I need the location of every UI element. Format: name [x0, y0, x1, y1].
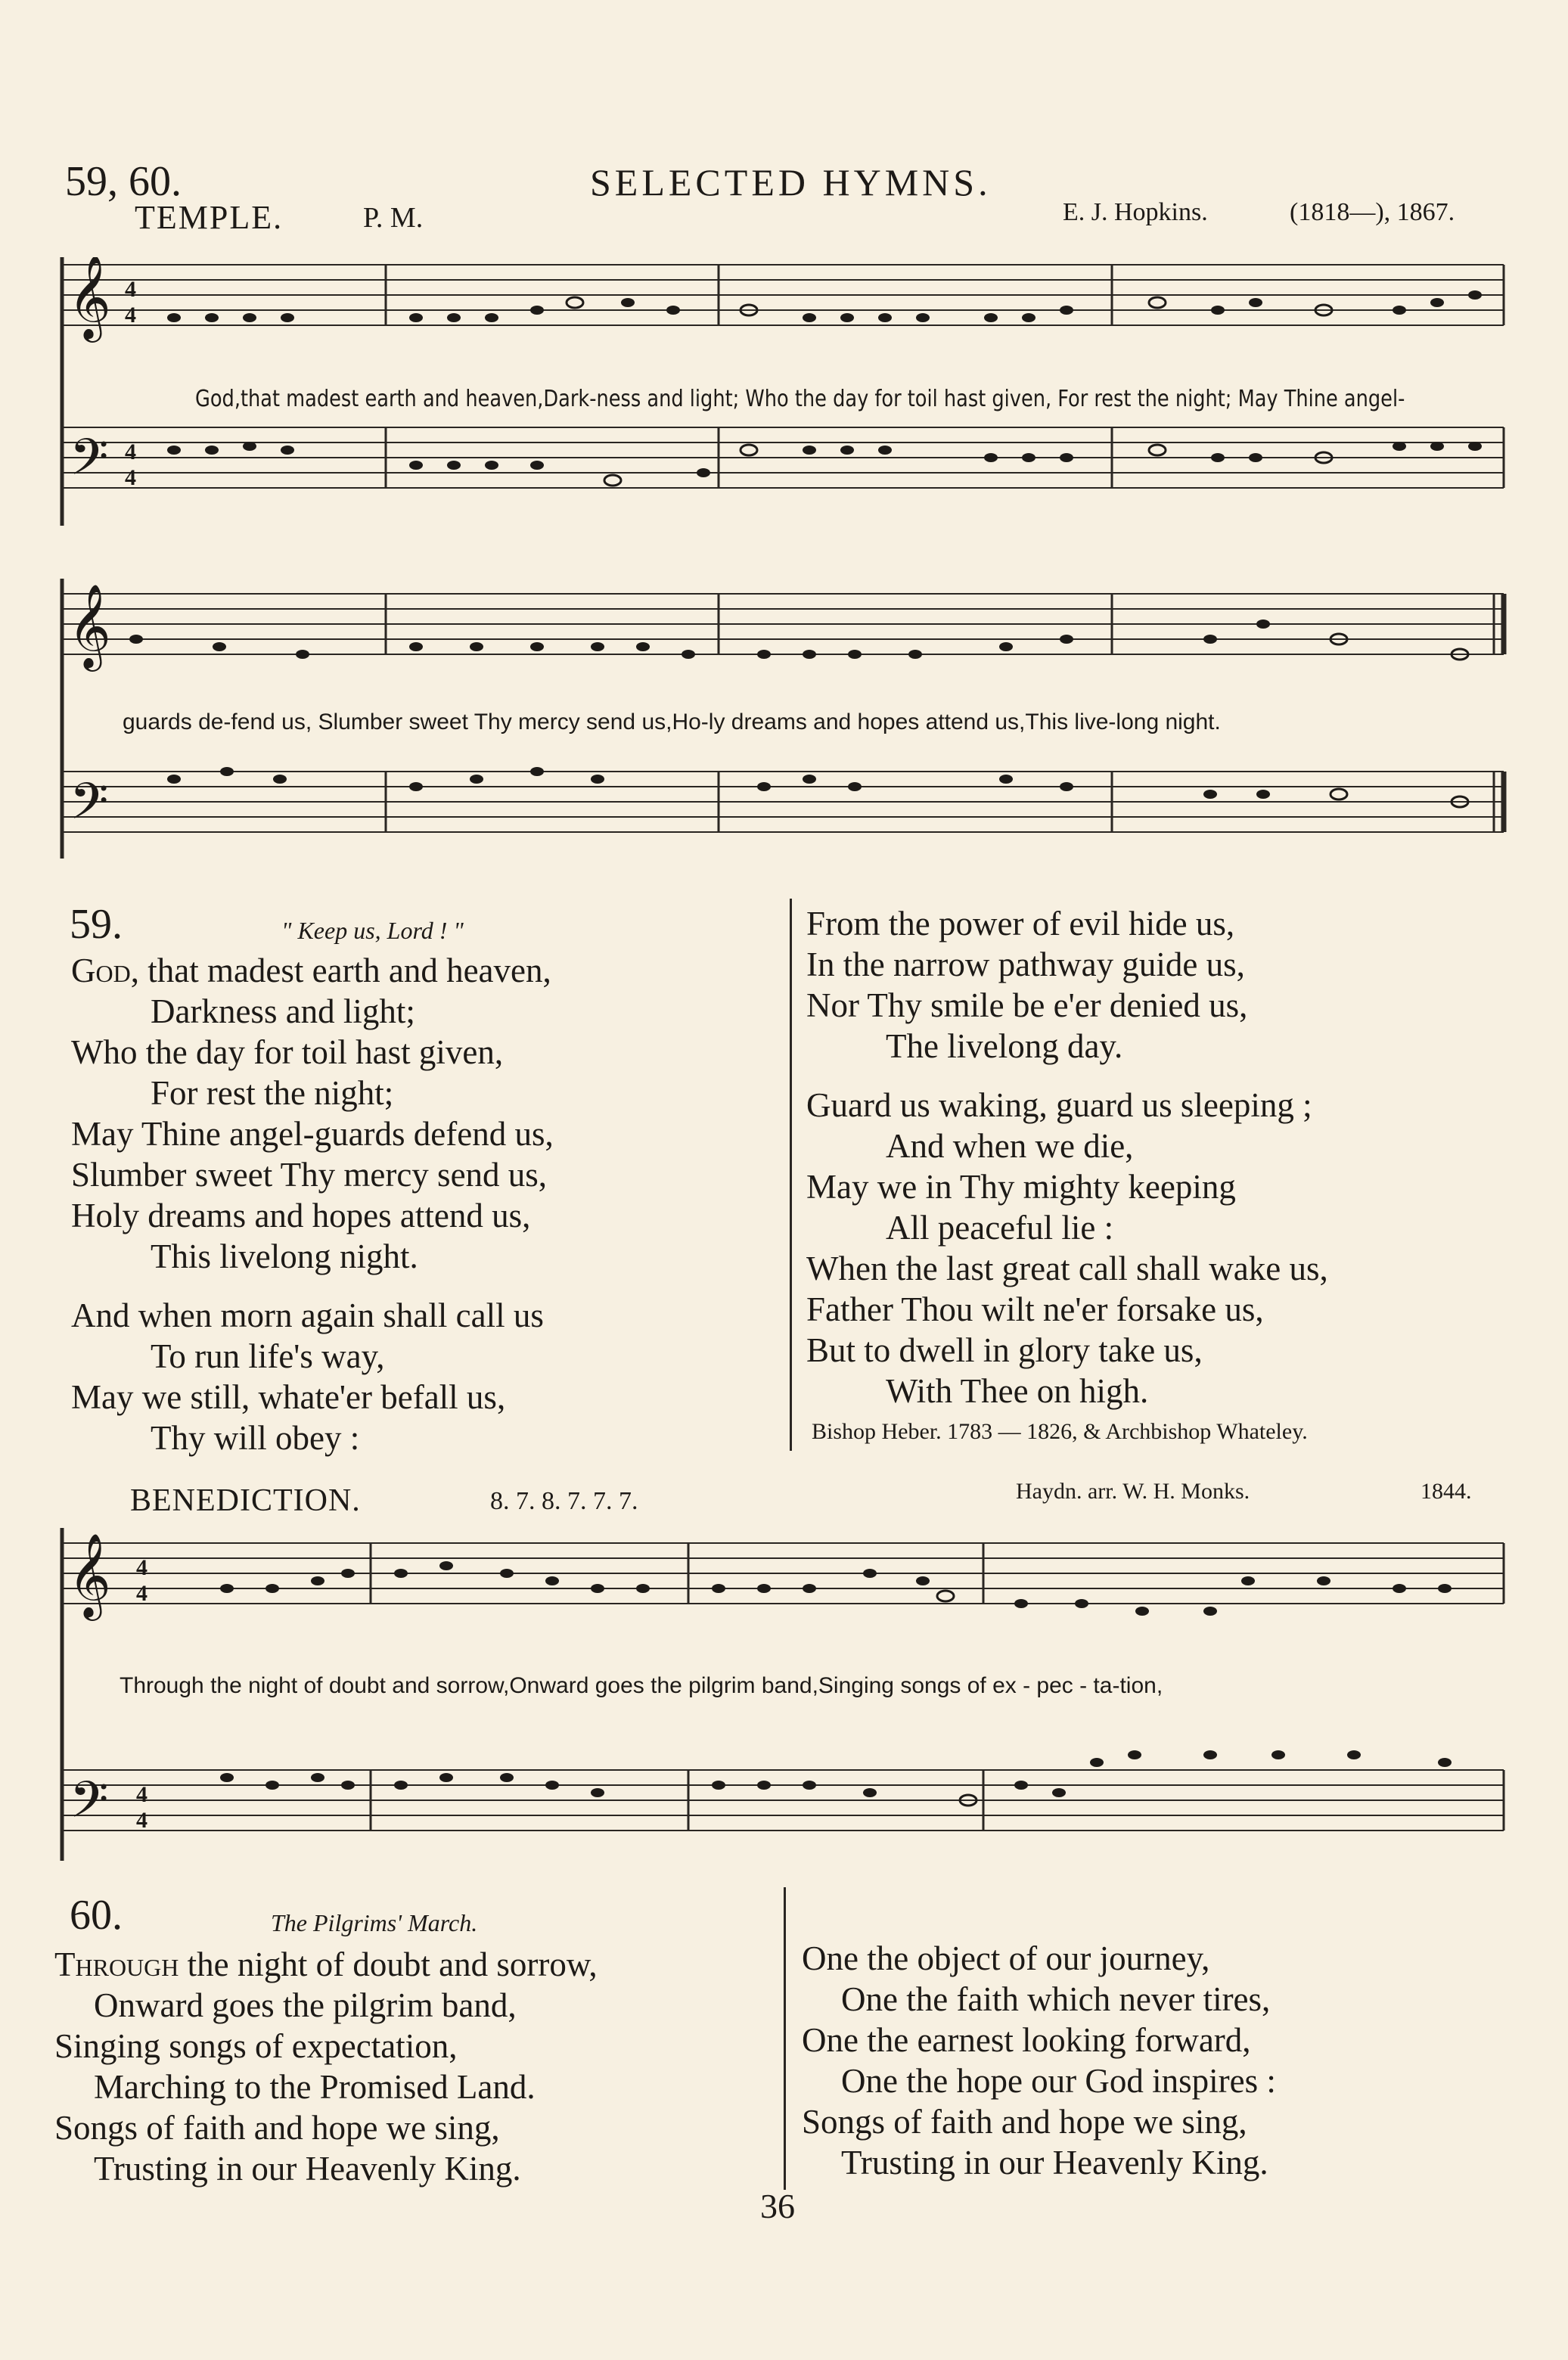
tune-name-benediction: BENEDICTION.: [130, 1483, 361, 1518]
verse-line: May we still, whate'er befall us,: [71, 1378, 506, 1416]
svg-text:𝄞: 𝄞: [68, 257, 111, 337]
hymn-number-60: 60.: [70, 1892, 123, 1939]
verse-block-59-right: [806, 903, 1328, 1411]
verse-line: One the earnest looking forward,: [802, 2021, 1251, 2059]
attribution-59: Bishop Heber. 1783 — 1826, & Archbishop Whateley.: [812, 1419, 1308, 1444]
verse-line: From the power of evil hide us,: [806, 905, 1235, 942]
verse-line: With Thee on high.: [886, 1372, 1149, 1410]
music-system-benediction: [53, 1528, 1513, 1883]
meter-benediction: 8. 7. 8. 7. 7. 7.: [490, 1487, 638, 1515]
verse-block-60-right: [802, 1938, 1276, 2183]
verse-line: May we in Thy mighty keeping: [806, 1168, 1236, 1206]
verse-line: All peaceful lie :: [886, 1209, 1114, 1247]
verse-line: For rest the night;: [151, 1074, 394, 1112]
verse-line: Who the day for toil hast given,: [71, 1033, 504, 1071]
stanza-break: [806, 1067, 1328, 1085]
verse-line: Holy dreams and hopes attend us,: [71, 1197, 531, 1234]
verse-line: And when morn again shall call us: [71, 1296, 544, 1334]
subtitle-59: " Keep us, Lord ! ": [281, 917, 464, 944]
verse-line: One the faith which never tires,: [841, 1980, 1271, 2018]
svg-text:𝄞: 𝄞: [68, 585, 111, 666]
verse-line: Father Thou wilt ne'er forsake us,: [806, 1290, 1264, 1328]
running-title: SELECTED HYMNS.: [590, 161, 992, 203]
tune-name-temple: TEMPLE.: [135, 199, 284, 236]
verse-line: And when we die,: [886, 1127, 1134, 1165]
svg-text:4: 4: [136, 1555, 147, 1580]
composer-temple: E. J. Hopkins.: [1063, 198, 1208, 226]
first-word-59: God,: [71, 952, 139, 989]
verse-line: To run life's way,: [151, 1337, 385, 1375]
verse-line: Nor Thy smile be e'er denied us,: [806, 986, 1248, 1024]
verse-line: When the last great call shall wake us,: [806, 1250, 1328, 1287]
verse-line: In the narrow pathway guide us,: [806, 946, 1245, 983]
verse-line: Thy will obey :: [151, 1419, 360, 1457]
subtitle-60: The Pilgrims' March.: [271, 1909, 478, 1936]
verse-line: Trusting in our Heavenly King.: [94, 2150, 521, 2188]
verse-line: This livelong night.: [151, 1237, 418, 1275]
svg-text:𝄢: 𝄢: [70, 775, 109, 842]
svg-text:4: 4: [125, 439, 136, 464]
svg-text:𝄢: 𝄢: [70, 431, 109, 498]
lyric-line-benediction-1: Through the night of doubt and sorrow,Onward goes the pilgrim band,Singing songs of ex - pec - ta-tion,: [120, 1673, 1163, 1698]
verse-line: One the hope our God inspires :: [841, 2062, 1276, 2100]
svg-text:4: 4: [125, 277, 136, 302]
stanza-break: [71, 1277, 554, 1295]
page-number: 36: [760, 2187, 795, 2225]
lyric-line-temple-2: guards de-fend us, Slumber sweet Thy mercy send us,Ho-ly dreams and hopes attend us,This live-long night.: [123, 710, 1221, 734]
verse-line: Songs of faith and hope we sing,: [54, 2109, 500, 2147]
verse-line: One the object of our journey,: [802, 1939, 1210, 1977]
svg-text:4: 4: [125, 303, 136, 328]
verse-line: May Thine angel-guards defend us,: [71, 1115, 554, 1153]
column-divider-60: [784, 1887, 786, 2190]
verse-line: Songs of faith and hope we sing,: [802, 2103, 1247, 2141]
meter-temple: P. M.: [363, 202, 424, 234]
first-line-60: the night of doubt and sorrow,: [179, 1945, 598, 1983]
lyric-line-temple-1: God,that madest earth and heaven,Dark-ness and light; Who the day for toil hast given, For rest the night; May Thine angel-: [195, 386, 1405, 412]
verse-line: The livelong day.: [886, 1027, 1123, 1065]
verse-line: Guard us waking, guard us sleeping ;: [806, 1086, 1312, 1124]
svg-text:4: 4: [125, 465, 136, 490]
svg-text:4: 4: [136, 1581, 147, 1606]
svg-text:4: 4: [136, 1808, 147, 1833]
verse-line: But to dwell in glory take us,: [806, 1331, 1203, 1369]
hymn-number-59: 59.: [70, 901, 123, 948]
verse-line: Onward goes the pilgrim band,: [94, 1986, 517, 2024]
hymn-numbers: 59, 60.: [65, 158, 182, 205]
verse-block-60-left: [54, 1944, 598, 2189]
verse-block-59-left: [71, 950, 554, 1458]
svg-text:4: 4: [136, 1782, 147, 1807]
svg-text:𝄢: 𝄢: [70, 1774, 109, 1840]
verse-line: Darkness and light;: [151, 992, 415, 1030]
first-word-60: Through: [54, 1945, 179, 1983]
composer-year-benediction: 1844.: [1421, 1479, 1472, 1504]
verse-line: Trusting in our Heavenly King.: [841, 2144, 1268, 2181]
composer-benediction: Haydn. arr. W. H. Monks.: [1016, 1479, 1250, 1504]
verse-line: Marching to the Promised Land.: [94, 2068, 536, 2106]
verse-line: Slumber sweet Thy mercy send us,: [71, 1156, 548, 1194]
verse-line: Singing songs of expectation,: [54, 2027, 458, 2065]
first-line-59: that madest earth and heaven,: [138, 952, 551, 989]
composer-dates-temple: (1818—), 1867.: [1290, 198, 1455, 226]
column-divider-59: [790, 899, 792, 1451]
svg-text:𝄞: 𝄞: [68, 1535, 111, 1616]
